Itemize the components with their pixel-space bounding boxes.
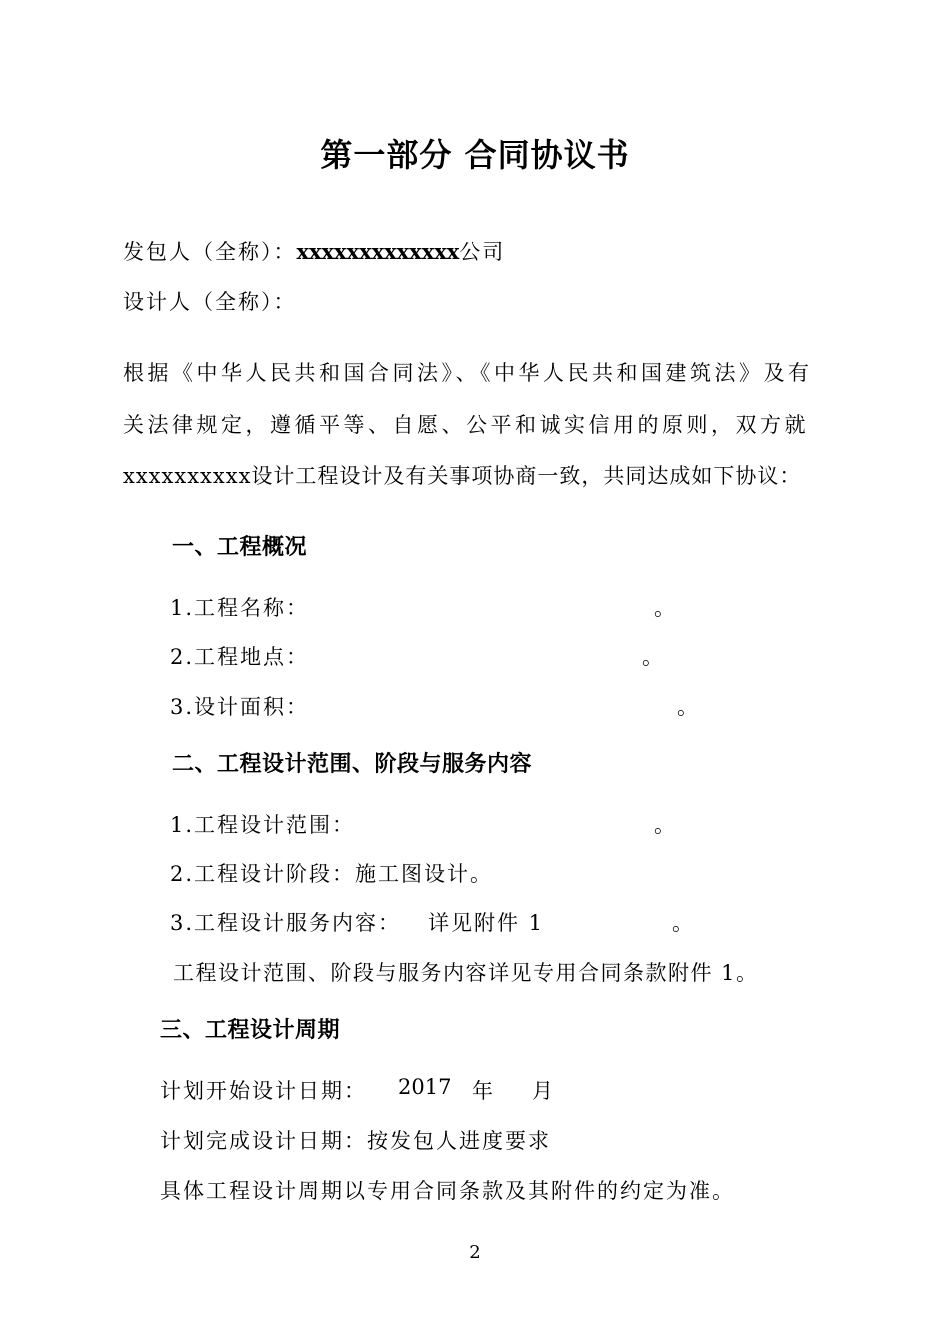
project-name-end: 。 — [654, 596, 677, 620]
section-1-heading: 一、工程概况 — [172, 535, 308, 560]
page-number: 2 — [469, 1242, 481, 1263]
intro-line-1: 根据《中华人民共和国合同法》、《中华人民共和国建筑法》及有 — [123, 361, 813, 385]
project-name-label: 1.工程名称： — [170, 596, 310, 620]
finish-date: 计划完成设计日期：按发包人进度要求 — [160, 1129, 551, 1153]
section-2-heading: 二、工程设计范围、阶段与服务内容 — [172, 752, 533, 777]
design-stage: 2.工程设计阶段：施工图设计。 — [170, 862, 494, 886]
start-date-label: 计划开始设计日期： — [160, 1079, 367, 1103]
section-3-note: 具体工程设计周期以专用合同条款及其附件的约定为准。 — [160, 1179, 735, 1203]
project-location-end: 。 — [642, 645, 665, 669]
intro-line-3: xxxxxxxxxx设计工程设计及有关事项协商一致，共同达成如下协议： — [123, 464, 802, 488]
start-date-year-unit: 年 — [472, 1079, 495, 1103]
section-3-heading: 三、工程设计周期 — [160, 1018, 341, 1043]
design-area-label: 3.设计面积： — [170, 695, 310, 719]
party-a-label: 发包人（全称）： — [123, 240, 297, 264]
party-a-name: xxxxxxxxxxxxx — [296, 239, 460, 264]
design-scope-end: 。 — [654, 813, 677, 837]
party-b-label: 设计人（全称）： — [123, 290, 297, 314]
design-scope-label: 1.工程设计范围： — [170, 813, 356, 837]
section-2-note: 工程设计范围、阶段与服务内容详见专用合同条款附件 1。 — [173, 961, 759, 985]
intro-line-2: 关法律规定，遵循平等、自愿、公平和诚实信用的原则，双方就 — [123, 413, 809, 437]
design-area-end: 。 — [677, 695, 700, 719]
start-date-month-unit: 月 — [532, 1079, 555, 1103]
page-title: 第一部分 合同协议书 — [320, 136, 630, 174]
service-content-end: 。 — [672, 911, 695, 935]
party-a-line — [123, 236, 505, 266]
project-location-label: 2.工程地点： — [170, 645, 310, 669]
service-content-value: 详见附件 1 — [428, 911, 545, 935]
start-date-year: 2017 — [398, 1075, 452, 1099]
party-a-suffix: 公司 — [459, 240, 506, 264]
service-content-label: 3.工程设计服务内容： — [170, 911, 402, 935]
